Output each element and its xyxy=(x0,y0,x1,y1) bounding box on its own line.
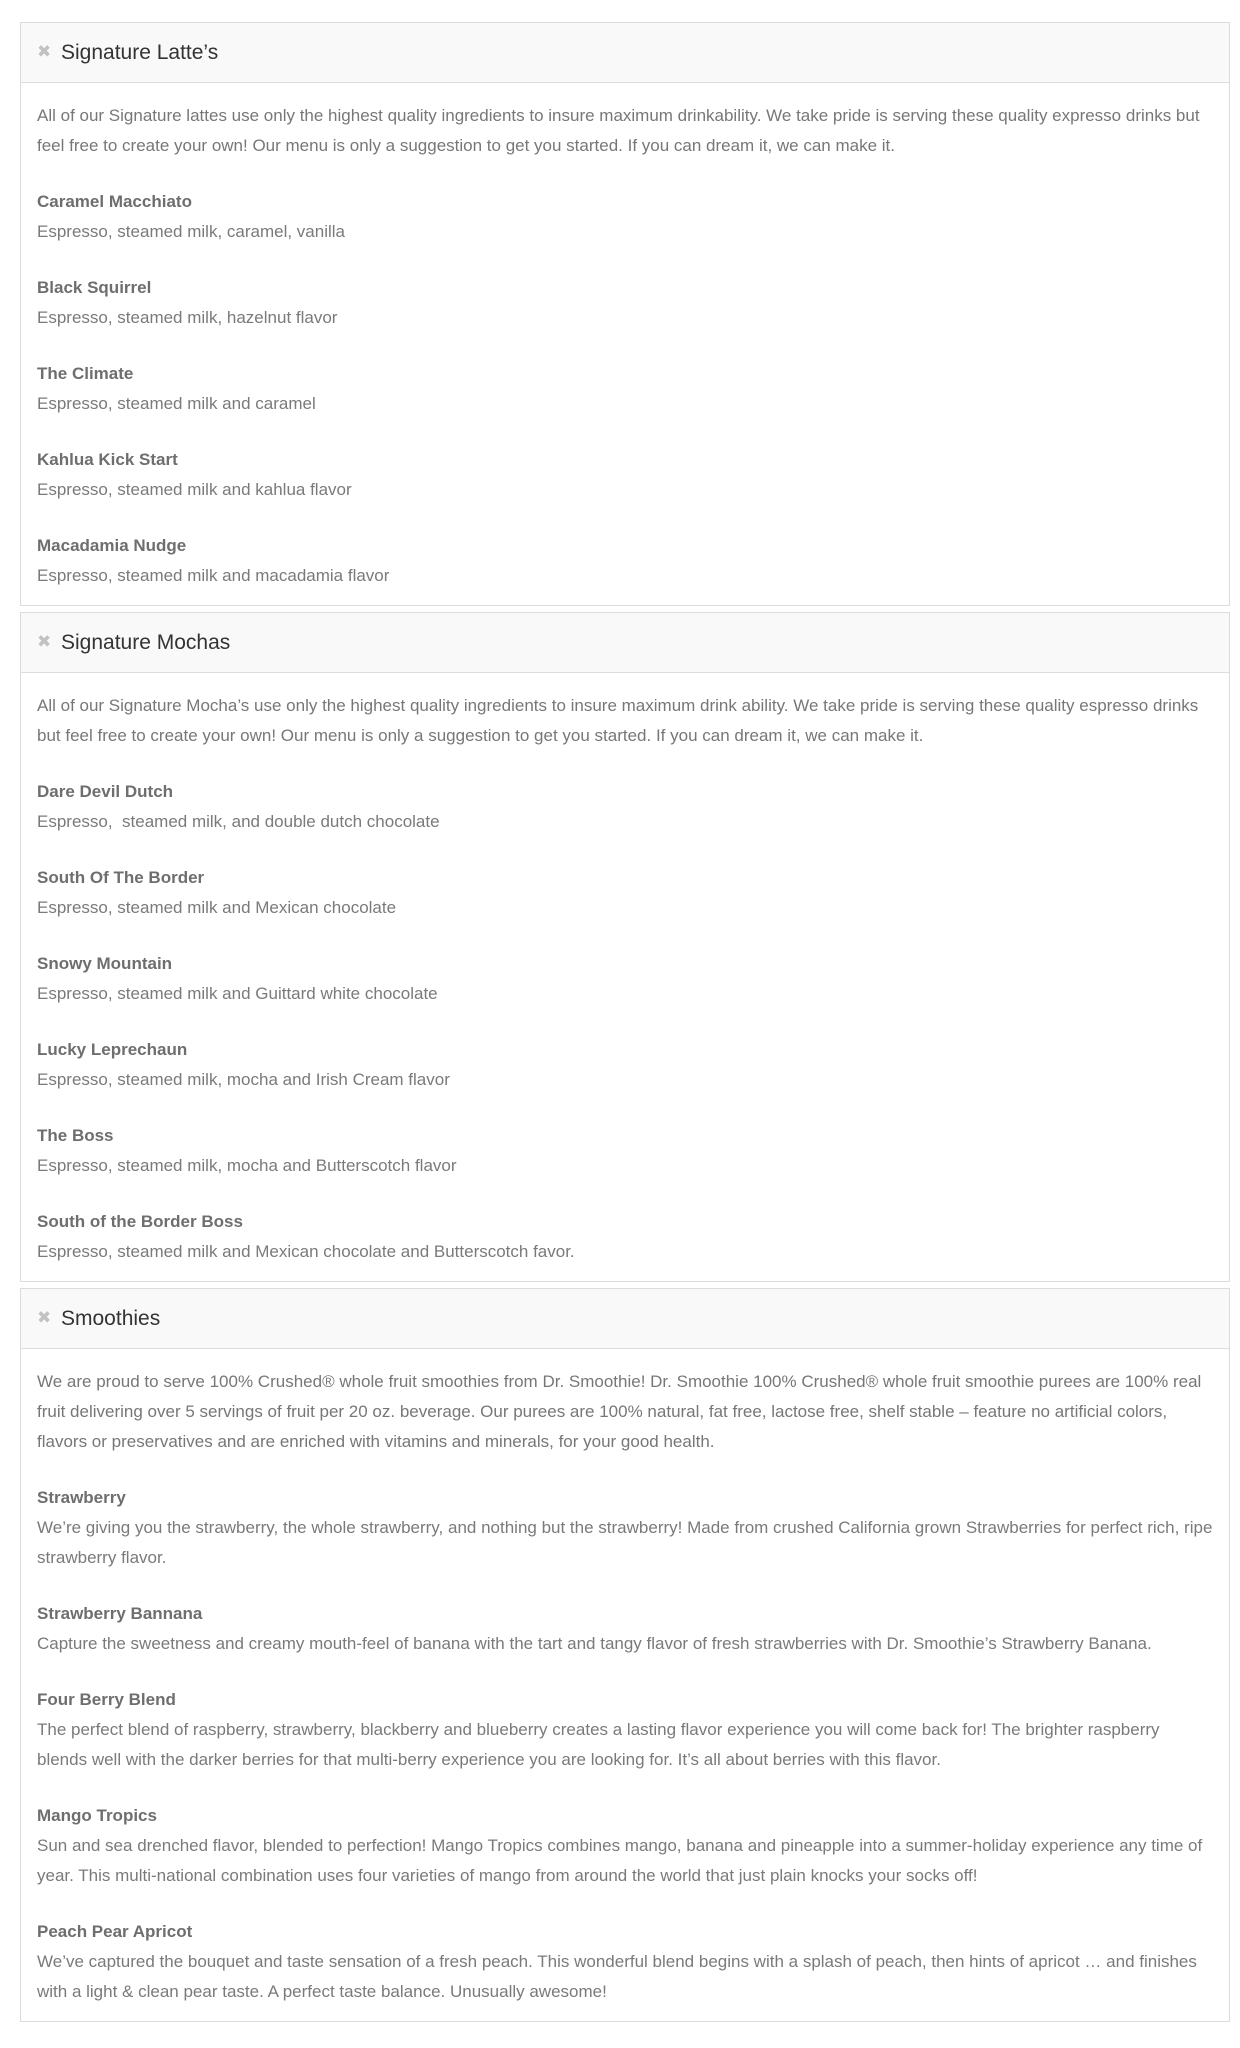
menu-item-description: Espresso, steamed milk and Mexican chocolate xyxy=(37,898,397,917)
menu-item xyxy=(37,273,1213,333)
panel-header-signature-lattes[interactable] xyxy=(21,23,1229,83)
close-icon[interactable]: ✖ xyxy=(37,42,52,62)
menu-item-name: Strawberry Bannana xyxy=(37,1604,203,1623)
menu-item-name: Strawberry xyxy=(37,1488,126,1507)
menu-item-description: The perfect blend of raspberry, strawberry, blackberry and blueberry creates a lasting flavor experience you will come back for! The brighter raspberry blends well with the darker berries for that multi-berry experience you are looking for. It’s all about berries with this flavor. xyxy=(37,1720,1165,1769)
menu-item-name: Snowy Mountain xyxy=(37,954,173,973)
menu-item xyxy=(37,187,1213,247)
menu-accordion xyxy=(20,22,1230,2028)
menu-item xyxy=(37,777,1213,837)
panel-title: Signature Mochas xyxy=(61,630,231,654)
menu-item-name: Dare Devil Dutch xyxy=(37,782,174,801)
panel-signature-lattes xyxy=(20,22,1230,606)
panel-title: Signature Latte’s xyxy=(61,40,219,64)
panel-body xyxy=(21,673,1229,1281)
menu-item-description: Espresso, steamed milk and Guittard white chocolate xyxy=(37,984,438,1003)
section-intro: We are proud to serve 100% Crushed® whole fruit smoothies from Dr. Smoothie! Dr. Smoothie 100% Crushed® whole fruit smoothie purees are 100% real fruit delivering over 5 servings of fruit per 20 oz. beverage. Our purees are 100% natural, fat free, lactose free, shelf stable – feature no artificial colors, flavors or preservatives and are enriched with vitamins and minerals, for your good health. xyxy=(37,1372,1202,1451)
menu-item-description: Espresso, steamed milk and caramel xyxy=(37,394,316,413)
close-icon[interactable]: ✖ xyxy=(37,1308,52,1328)
menu-item xyxy=(37,1801,1213,1891)
menu-item xyxy=(37,863,1213,923)
menu-item xyxy=(37,1207,1213,1267)
menu-item-description: Espresso, steamed milk, mocha and Butterscotch flavor xyxy=(37,1156,457,1175)
menu-item-description: Sun and sea drenched flavor, blended to perfection! Mango Tropics combines mango, banana and pineapple into a summer-holiday experience any time of year. This multi-national combination uses four varieties of mango from around the world that just plain knocks your socks off! xyxy=(37,1836,1207,1885)
menu-item-name: Caramel Macchiato xyxy=(37,192,192,211)
panel-title: Smoothies xyxy=(61,1306,161,1330)
menu-item xyxy=(37,359,1213,419)
panel-body xyxy=(21,83,1229,605)
menu-item-description: Espresso, steamed milk, and double dutch chocolate xyxy=(37,812,440,831)
menu-item-name: Lucky Leprechaun xyxy=(37,1040,188,1059)
panel-smoothies xyxy=(20,1288,1230,2022)
menu-item xyxy=(37,1599,1213,1659)
panel-header-signature-mochas[interactable] xyxy=(21,613,1229,673)
menu-item-description: Espresso, steamed milk and macadamia flavor xyxy=(37,566,390,585)
menu-item-name: Black Squirrel xyxy=(37,278,152,297)
menu-item-description: We’re giving you the strawberry, the whole strawberry, and nothing but the strawberry! Made from crushed California grown Strawberries for perfect rich, ripe strawberry flavor. xyxy=(37,1518,1218,1567)
menu-item-description: We’ve captured the bouquet and taste sensation of a fresh peach. This wonderful blend begins with a splash of peach, then hints of apricot … and finishes with a light & clean pear taste. A perfect taste balance. Unusually awesome! xyxy=(37,1952,1202,2001)
menu-item xyxy=(37,445,1213,505)
menu-item-name: South Of The Border xyxy=(37,868,205,887)
menu-item xyxy=(37,1685,1213,1775)
section-intro: All of our Signature Mocha’s use only the highest quality ingredients to insure maximum drink ability. We take pride is serving these quality espresso drinks but feel free to create your own! Our menu is only a suggestion to get you started. If you can dream it, we can make it. xyxy=(37,696,1199,745)
menu-item-description: Espresso, steamed milk, caramel, vanilla xyxy=(37,222,346,241)
menu-item-name: Four Berry Blend xyxy=(37,1690,176,1709)
panel-header-smoothies[interactable] xyxy=(21,1289,1229,1349)
menu-item xyxy=(37,1121,1213,1181)
panel-signature-mochas xyxy=(20,612,1230,1282)
menu-item xyxy=(37,1035,1213,1095)
menu-item-name: Kahlua Kick Start xyxy=(37,450,178,469)
menu-item xyxy=(37,949,1213,1009)
menu-item xyxy=(37,1917,1213,2007)
menu-item-name: Mango Tropics xyxy=(37,1806,157,1825)
menu-item xyxy=(37,531,1213,591)
menu-item-description: Espresso, steamed milk, hazelnut flavor xyxy=(37,308,338,327)
section-intro: All of our Signature lattes use only the highest quality ingredients to insure maximum drinkability. We take pride is serving these quality expresso drinks but feel free to create your own! Our menu is only a suggestion to get you started. If you can dream it, we can make it. xyxy=(37,106,1200,155)
close-icon[interactable]: ✖ xyxy=(37,632,52,652)
menu-item-name: South of the Border Boss xyxy=(37,1212,243,1231)
menu-item-name: Macadamia Nudge xyxy=(37,536,187,555)
menu-item-name: Peach Pear Apricot xyxy=(37,1922,193,1941)
menu-item-description: Capture the sweetness and creamy mouth-feel of banana with the tart and tangy flavor of fresh strawberries with Dr. Smoothie’s Strawberry Banana. xyxy=(37,1634,1152,1653)
menu-item-name: The Boss xyxy=(37,1126,114,1145)
menu-item-name: The Climate xyxy=(37,364,134,383)
menu-item-description: Espresso, steamed milk, mocha and Irish Cream flavor xyxy=(37,1070,450,1089)
panel-body xyxy=(21,1349,1229,2021)
menu-item xyxy=(37,1483,1218,1573)
menu-item-description: Espresso, steamed milk and Mexican chocolate and Butterscotch favor. xyxy=(37,1242,575,1261)
menu-item-description: Espresso, steamed milk and kahlua flavor xyxy=(37,480,352,499)
